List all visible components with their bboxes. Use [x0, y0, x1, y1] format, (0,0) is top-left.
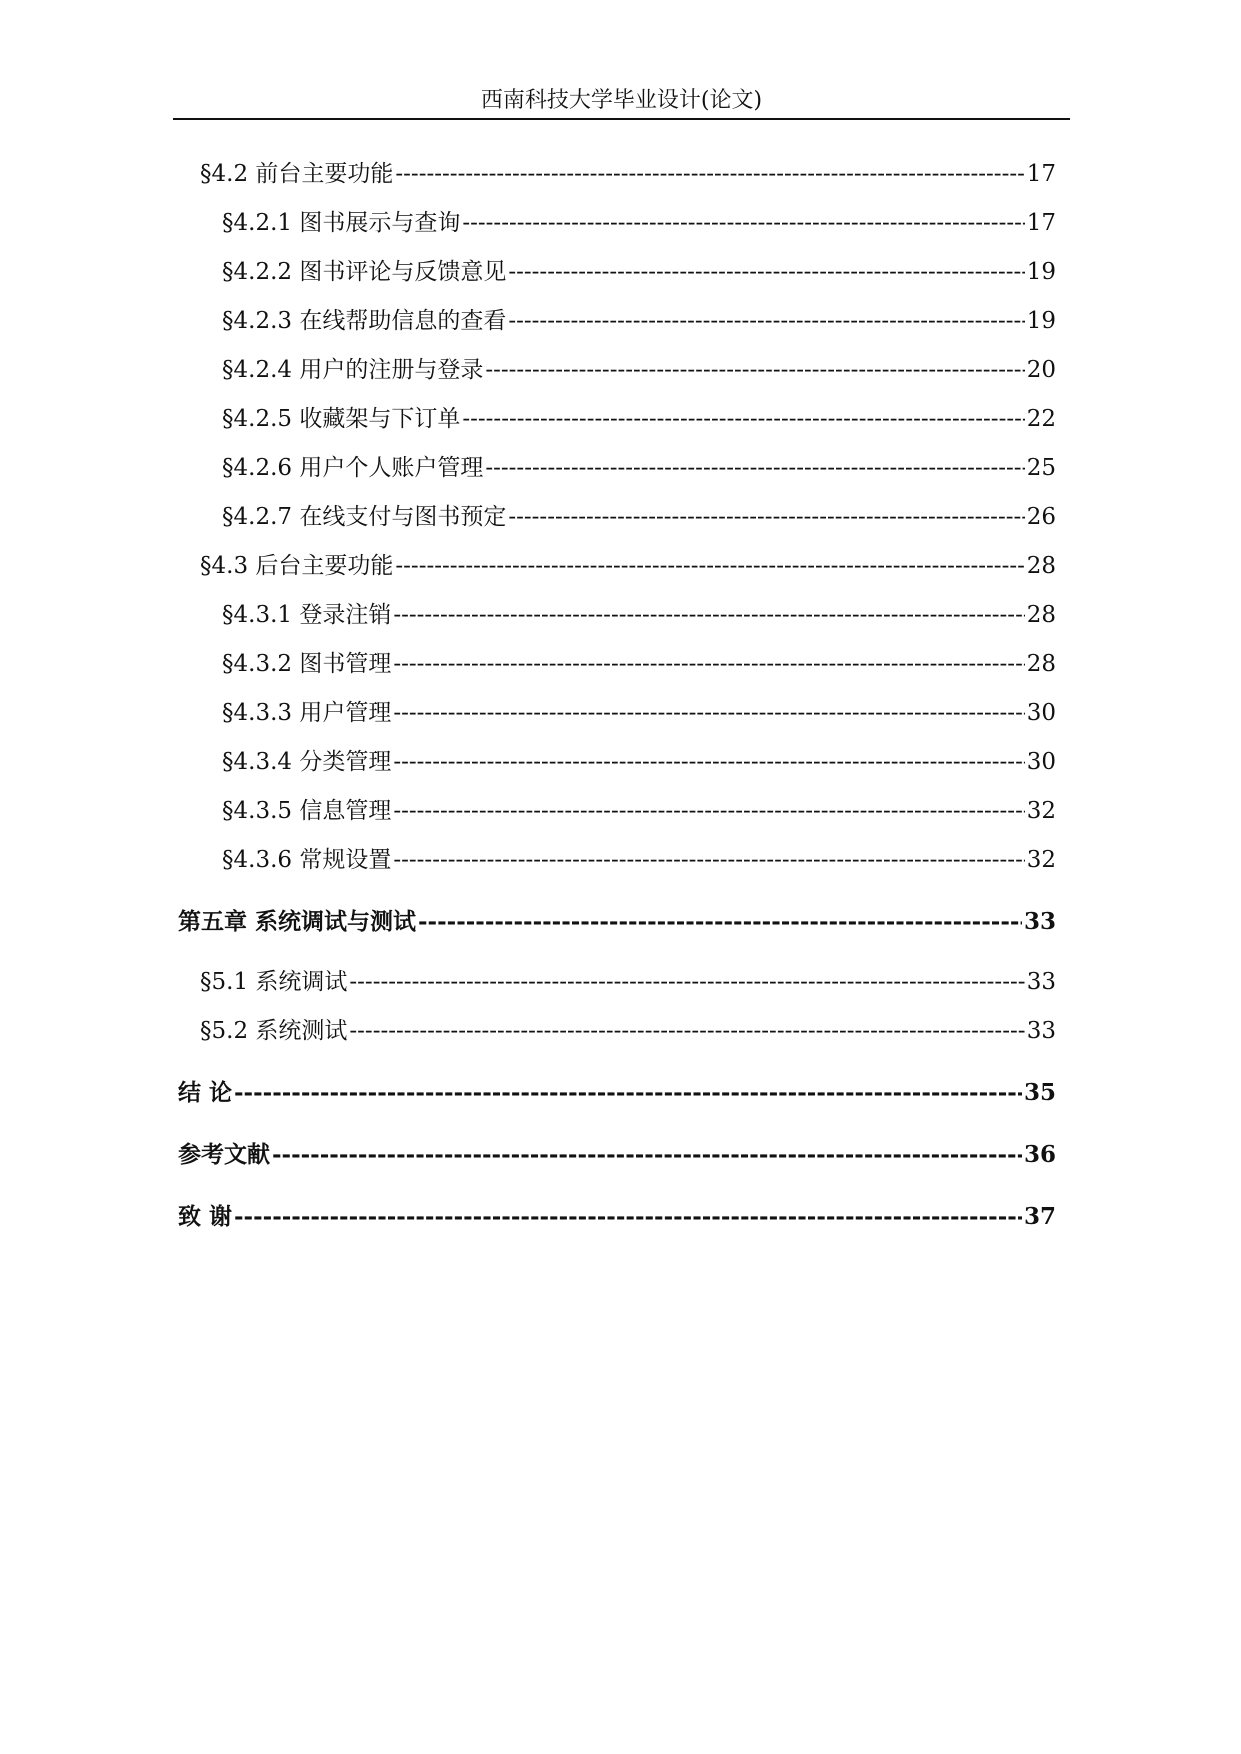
toc-entry-4-3-4[interactable]	[222, 745, 1056, 779]
toc-entry-label: §4.3.4 分类管理	[222, 749, 392, 775]
toc-dot-leader	[508, 255, 1024, 289]
toc-entry-5-2[interactable]	[200, 1014, 1056, 1048]
toc-dot-leader	[418, 905, 1022, 939]
toc-entry-label: §4.2 前台主要功能	[200, 161, 394, 187]
toc-entry-label: §4.3.2 图书管理	[222, 651, 392, 677]
toc-dot-leader	[349, 1014, 1024, 1048]
toc-entry-4-3-1[interactable]	[222, 598, 1056, 632]
toc-entry-4-2-2[interactable]	[222, 255, 1056, 289]
toc-dot-leader	[393, 745, 1024, 779]
toc-dot-leader	[393, 843, 1024, 877]
toc-page-number: 28	[1026, 602, 1056, 628]
toc-entry-4-2-1[interactable]	[222, 206, 1056, 240]
toc-dot-leader	[485, 451, 1024, 485]
toc-page-number: 33	[1026, 969, 1056, 995]
toc-entry-4-2-7[interactable]	[222, 500, 1056, 534]
toc-page-number: 32	[1026, 847, 1056, 873]
toc-dot-leader	[349, 965, 1024, 999]
toc-page-number: 32	[1026, 798, 1056, 824]
toc-entry-label: §4.2.6 用户个人账户管理	[222, 455, 484, 481]
toc-page-number: 17	[1026, 161, 1056, 187]
toc-entry-4-3-3[interactable]	[222, 696, 1056, 730]
toc-page-number: 19	[1026, 259, 1056, 285]
toc-dot-leader	[485, 353, 1024, 387]
toc-entry-5-1[interactable]	[200, 965, 1056, 999]
toc-page-number: 17	[1026, 210, 1056, 236]
toc-entry-label: §4.3.3 用户管理	[222, 700, 392, 726]
toc-page-number: 30	[1026, 749, 1056, 775]
running-header: 西南科技大学毕业设计(论文)	[480, 88, 763, 113]
toc-entry-4-3-2[interactable]	[222, 647, 1056, 681]
toc-entry-chapter-5[interactable]	[178, 905, 1056, 939]
toc-entry-label: §4.3.1 登录注销	[222, 602, 392, 628]
toc-dot-leader	[395, 157, 1024, 191]
toc-entry-label: §4.3 后台主要功能	[200, 553, 394, 579]
toc-page-number: 26	[1026, 504, 1056, 530]
toc-dot-leader	[393, 696, 1024, 730]
toc-page-number: 25	[1026, 455, 1056, 481]
toc-dot-leader	[234, 1200, 1022, 1234]
toc-entry-4-2-4[interactable]	[222, 353, 1056, 387]
toc-dot-leader	[234, 1076, 1022, 1110]
toc-page-number: 20	[1026, 357, 1056, 383]
toc-entry-label: §4.2.2 图书评论与反馈意见	[222, 259, 507, 285]
toc-page-number: 22	[1026, 406, 1056, 432]
toc-dot-leader	[462, 206, 1024, 240]
header-rule	[173, 118, 1070, 120]
toc-dot-leader	[462, 402, 1024, 436]
toc-entry-label: §4.2.4 用户的注册与登录	[222, 357, 484, 383]
toc-entry-label: §4.2.3 在线帮助信息的查看	[222, 308, 507, 334]
toc-entry-4-3-6[interactable]	[222, 843, 1056, 877]
toc-dot-leader	[508, 304, 1024, 338]
toc-entry-4-2-6[interactable]	[222, 451, 1056, 485]
toc-entry-references[interactable]	[178, 1138, 1056, 1172]
toc-page-number: 19	[1026, 308, 1056, 334]
toc-dot-leader	[272, 1138, 1022, 1172]
toc-page-number: 28	[1026, 553, 1056, 579]
toc-dot-leader	[393, 598, 1024, 632]
toc-page-number: 36	[1023, 1141, 1056, 1168]
toc-entry-label: 第五章 系统调试与测试	[178, 908, 417, 935]
toc-dot-leader	[395, 549, 1024, 583]
toc-entry-label: §4.3.6 常规设置	[222, 847, 392, 873]
toc-entry-label: 致 谢	[178, 1203, 233, 1230]
toc-entry-acknowledgements[interactable]	[178, 1200, 1056, 1234]
toc-entry-4-2[interactable]	[200, 157, 1056, 191]
toc-entry-label: 参考文献	[178, 1141, 270, 1168]
toc-entry-label: §4.2.7 在线支付与图书预定	[222, 504, 507, 530]
toc-dot-leader	[393, 794, 1024, 828]
toc-page-number: 33	[1023, 908, 1056, 935]
toc-entry-label: §5.2 系统测试	[200, 1018, 348, 1044]
toc-dot-leader	[393, 647, 1024, 681]
toc-entry-label: 结 论	[178, 1079, 233, 1106]
toc-page-number: 35	[1023, 1079, 1056, 1106]
toc-dot-leader	[508, 500, 1024, 534]
toc-entry-4-3[interactable]	[200, 549, 1056, 583]
toc-entry-4-2-5[interactable]	[222, 402, 1056, 436]
toc-entry-4-3-5[interactable]	[222, 794, 1056, 828]
toc-entry-4-2-3[interactable]	[222, 304, 1056, 338]
toc-entry-label: §4.2.5 收藏架与下订单	[222, 406, 461, 432]
toc-entry-label: §4.3.5 信息管理	[222, 798, 392, 824]
toc-page-number: 30	[1026, 700, 1056, 726]
toc-entry-label: §4.2.1 图书展示与查询	[222, 210, 461, 236]
toc-page-number: 28	[1026, 651, 1056, 677]
toc-entry-conclusion[interactable]	[178, 1076, 1056, 1110]
toc-page-number: 33	[1026, 1018, 1056, 1044]
toc-entry-label: §5.1 系统调试	[200, 969, 348, 995]
toc-page-number: 37	[1023, 1203, 1056, 1230]
